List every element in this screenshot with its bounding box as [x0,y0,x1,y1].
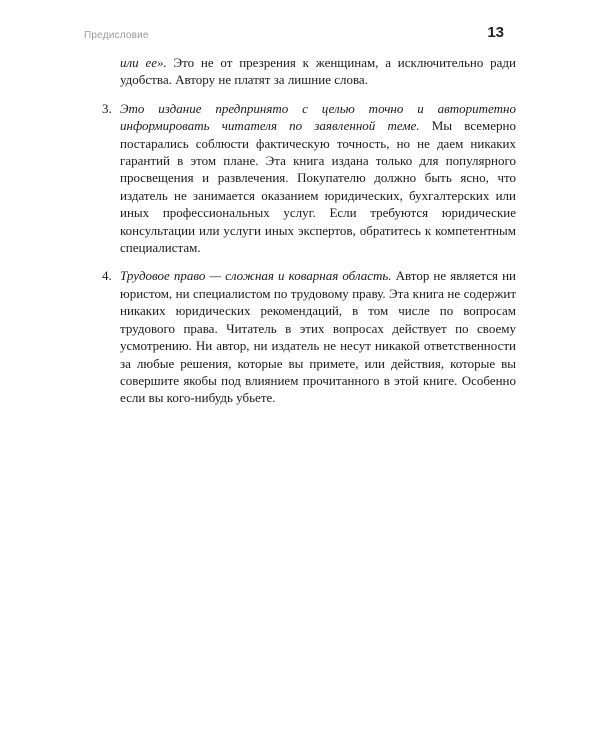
list-item-text: Мы всемерно постарались соблюсти фактическую точность, но не даем никаких гарантий в этом плане. Эта книга издана только для популярного просвещения и развлечения. Покупателю должно быть ясно, что издатель не занимается оказанием юридических, бухгалтерских или иных профессиональных услуг. Если требуются юридические консультации или услуги иных экспертов, обратитесь к компетентным специалистам. [120,118,516,256]
list-item-italic-lead: Это издание предпринято с целью точно и авторитетно информировать читателя по заявленной теме. [120,100,516,134]
page-number: 13 [487,24,504,41]
continuation-italic-lead: или ее». [120,55,167,70]
list-item [102,100,516,257]
list-item-number: 3. [102,100,112,116]
list-item-text: Автор не является ни юристом, ни специалистом по трудовому праву. Эта книга не содержит никаких юридических рекомендаций, в том числе по вопросам трудового права. Читатель в этих вопросах действует по своему усмотрению. Ни автор, ни издатель не несут никакой ответственности за любые решения, которые вы примете, или действия, которые вы совершите якобы под влиянием прочитанного в этой книге. Особенно если вы кого-нибудь убьете. [120,268,516,406]
body-text [102,54,516,407]
list-item-number: 4. [102,268,112,284]
list-item-paragraph [120,267,516,406]
continuation-paragraph [120,54,516,89]
list-item [102,267,516,406]
running-title: Предисловие [84,30,149,41]
list-item-italic-lead: Трудовое право — сложная и коварная область. [120,268,392,284]
list-item-paragraph [120,100,516,257]
continuation-text: Это не от презрения к женщинам, а исключительно ради удобства. Автору не платят за лишние слова. [120,55,516,88]
